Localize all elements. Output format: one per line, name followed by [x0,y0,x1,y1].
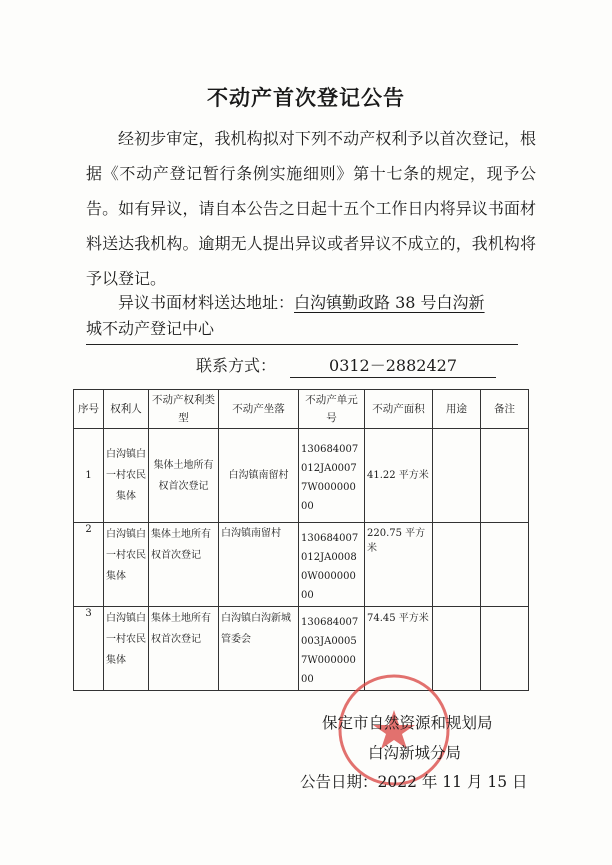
cell-unit: 130684007012JA00077W00000000 [299,429,365,523]
cell-type: 集体土地所有权首次登记 [149,607,219,691]
cell-area: 74.45 平方米 [365,607,433,691]
issuer-branch: 白沟新城分局 [368,744,462,762]
cell-type: 集体土地所有权首次登记 [149,429,219,523]
header-type: 不动产权利类型 [149,390,219,429]
announcement-paragraph [86,121,536,296]
cell-location: 白沟镇南留村 [219,523,299,607]
header-note: 备注 [481,390,529,429]
cell-owner: 白沟镇白一村农民集体 [104,607,149,691]
cell-no: 3 [74,607,104,691]
header-owner: 权利人 [104,390,149,429]
cell-note [481,607,529,691]
header-unit: 不动产单元号 [299,390,365,429]
header-use: 用途 [433,390,481,429]
cell-no: 1 [74,429,104,523]
header-area: 不动产面积 [365,390,433,429]
table-header-row [74,390,529,429]
cell-owner: 白沟镇白一村农民集体 [104,429,149,523]
cell-area: 41.22 平方米 [365,429,433,523]
announcement-date: 公告日期：2022 年 11 月 15 日 [300,773,528,791]
table-row [74,429,529,523]
cell-no: 2 [74,523,104,607]
address-value-line1: 白沟镇勤政路 38 号白沟新 [294,293,485,312]
cell-note [481,429,529,523]
issuer-name: 保定市自然资源和规划局 [322,714,493,732]
header-location: 不动产坐落 [219,390,299,429]
address-underline [86,344,518,345]
cell-unit: 130684007003JA00057W00000000 [299,607,365,691]
header-no: 序号 [74,390,104,429]
page-title: 不动产首次登记公告 [207,86,405,110]
cell-type: 集体土地所有权首次登记 [149,523,219,607]
cell-note [481,523,529,607]
cell-unit: 130684007012JA00080W00000000 [299,523,365,607]
contact-phone: 0312－2882427 [290,355,496,378]
table-row [74,523,529,607]
cell-use [433,523,481,607]
contact-block [196,353,496,378]
table-row [74,607,529,691]
address-label: 异议书面材料送达地址： [118,293,295,312]
cell-location: 白沟镇白沟新城管委会 [219,607,299,691]
registration-table [73,389,529,691]
address-value-line2: 城不动产登记中心 [86,319,215,338]
contact-label: 联系方式： [196,356,277,375]
cell-area: 220.75 平方米 [365,523,433,607]
cell-location: 白沟镇南留村 [219,429,299,523]
address-block [86,290,536,342]
cell-use [433,429,481,523]
cell-owner: 白沟镇白一村农民集体 [104,523,149,607]
announcement-text: 经初步审定，我机构拟对下列不动产权利予以首次登记，根据《不动产登记暂行条例实施细则》第十七条的规定，现予公告。如有异议，请自本公告之日起十五个工作日内将异议书面材料送达我机构。逾期无人提出异议或者异议不成立的，我机构将予以登记。 [86,129,536,288]
